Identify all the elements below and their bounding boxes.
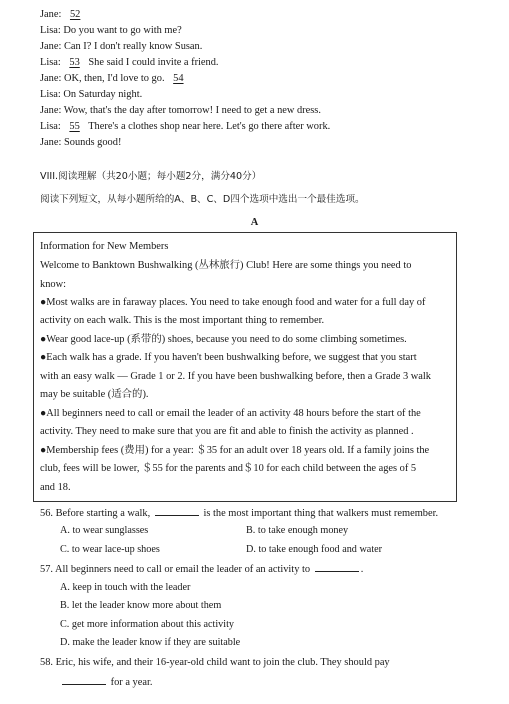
- speaker: Lisa:: [40, 121, 61, 132]
- question-58-cont: [60, 675, 152, 689]
- question-58: 58. Eric, his wife, and their 16-year-old child want to join the club. They should pay: [40, 657, 390, 668]
- passage-line: with an easy walk — Grade 1 or 2. If you have been bushwalking before, then a Grade 3 walk: [40, 371, 431, 382]
- question-stem: 56. Before starting a walk,: [40, 508, 151, 519]
- option-56-c: C. to wear lace-up shoes: [60, 544, 160, 555]
- dialogue-line-8: [40, 120, 330, 133]
- passage-line: activity on each walk. This is the most important thing to remember.: [40, 315, 325, 326]
- passage-line: Welcome to Banktown Bushwalking (丛林旅行) Club! Here are some things you need to: [40, 260, 412, 271]
- section-title: VIII.阅读理解（共20小题；每小题2分，满分40分）: [40, 171, 262, 182]
- speaker: Jane:: [40, 9, 62, 20]
- passage-line: Information for New Members: [40, 241, 169, 252]
- speaker: Lisa:: [40, 25, 61, 36]
- speaker: Jane:: [40, 105, 62, 116]
- passage-line: ●Each walk has a grade. If you haven't been bushwalking before, we suggest that you start: [40, 352, 417, 363]
- dialogue-text: Sounds good!: [63, 137, 122, 148]
- speaker: Jane:: [40, 137, 62, 148]
- passage-line: club, fees will be lower, ＄55 for the parents and＄10 for each child between the ages of 5: [40, 463, 417, 474]
- speaker: Lisa:: [40, 89, 61, 100]
- dialogue-line-2: [40, 24, 182, 37]
- answer-blank: [155, 506, 199, 516]
- dialogue-line-6: [40, 88, 142, 101]
- blank-55: 55: [69, 121, 80, 132]
- dialogue-line-7: [40, 104, 321, 117]
- dialogue-text: She said I could invite a friend.: [88, 57, 219, 68]
- question-57: [40, 562, 363, 576]
- question-stem: for a year.: [110, 677, 153, 688]
- option-56-a: A. to wear sunglasses: [60, 525, 149, 536]
- answer-blank: [62, 675, 106, 685]
- dialogue-line-4: [40, 56, 219, 69]
- section-instruction: 阅读下列短文，从每小题所给的A、B、C、D四个选项中选出一个最佳选项。: [40, 194, 365, 205]
- option-57-d: D. make the leader know if they are suitable: [60, 637, 241, 648]
- dialogue-line-1: [40, 8, 86, 21]
- question-stem: .: [360, 564, 364, 575]
- passage-line: ●Membership fees (费用) for a year: ＄35 for an adult over 18 years old. If a family joins the: [40, 445, 430, 456]
- option-56-b: B. to take enough money: [246, 525, 349, 536]
- dialogue-text: OK, then, I'd love to go.: [63, 73, 165, 84]
- dialogue-text: Can I? I don't really know Susan.: [63, 41, 203, 52]
- speaker: Jane:: [40, 41, 62, 52]
- speaker: Jane:: [40, 73, 62, 84]
- blank-53: 53: [69, 57, 80, 68]
- speaker: Lisa:: [40, 57, 61, 68]
- passage-line: ●Most walks are in faraway places. You need to take enough food and water for a full day of: [40, 297, 426, 308]
- dialogue-line-5: [40, 72, 190, 85]
- question-stem: is the most important thing that walkers must remember.: [203, 508, 439, 519]
- dialogue-text: There's a clothes shop near here. Let's go there after work.: [88, 121, 331, 132]
- dialogue-text: On Saturday night.: [63, 89, 143, 100]
- passage-line: ●Wear good lace-up (系带的) shoes, because you need to do some climbing sometimes.: [40, 334, 407, 345]
- passage-line: activity. They need to make sure that you are fit and able to finish the activity as planned .: [40, 426, 414, 437]
- passage-line: and 18.: [40, 482, 71, 493]
- passage-line: ●All beginners need to call or email the leader of an activity 48 hours before the start of the: [40, 408, 421, 419]
- option-57-b: B. let the leader know more about them: [60, 600, 222, 611]
- question-stem: 57. All beginners need to call or email the leader of an activity to: [40, 564, 311, 575]
- option-56-d: D. to take enough food and water: [246, 544, 383, 555]
- dialogue-line-9: [40, 136, 121, 149]
- passage-line: may be suitable (适合的).: [40, 389, 149, 400]
- dialogue-line-3: [40, 40, 202, 53]
- passage-line: know:: [40, 279, 66, 290]
- dialogue-text: Wow, that's the day after tomorrow! I need to get a new dress.: [63, 105, 321, 116]
- blank-52: 52: [69, 9, 81, 20]
- option-57-a: A. keep in touch with the leader: [60, 582, 191, 593]
- answer-blank: [315, 562, 359, 572]
- option-57-c: C. get more information about this activity: [60, 619, 235, 630]
- dialogue-text: Do you want to go with me?: [63, 25, 182, 36]
- passage-label: A: [250, 217, 259, 228]
- blank-54: 54: [173, 73, 184, 84]
- question-56: [40, 506, 438, 520]
